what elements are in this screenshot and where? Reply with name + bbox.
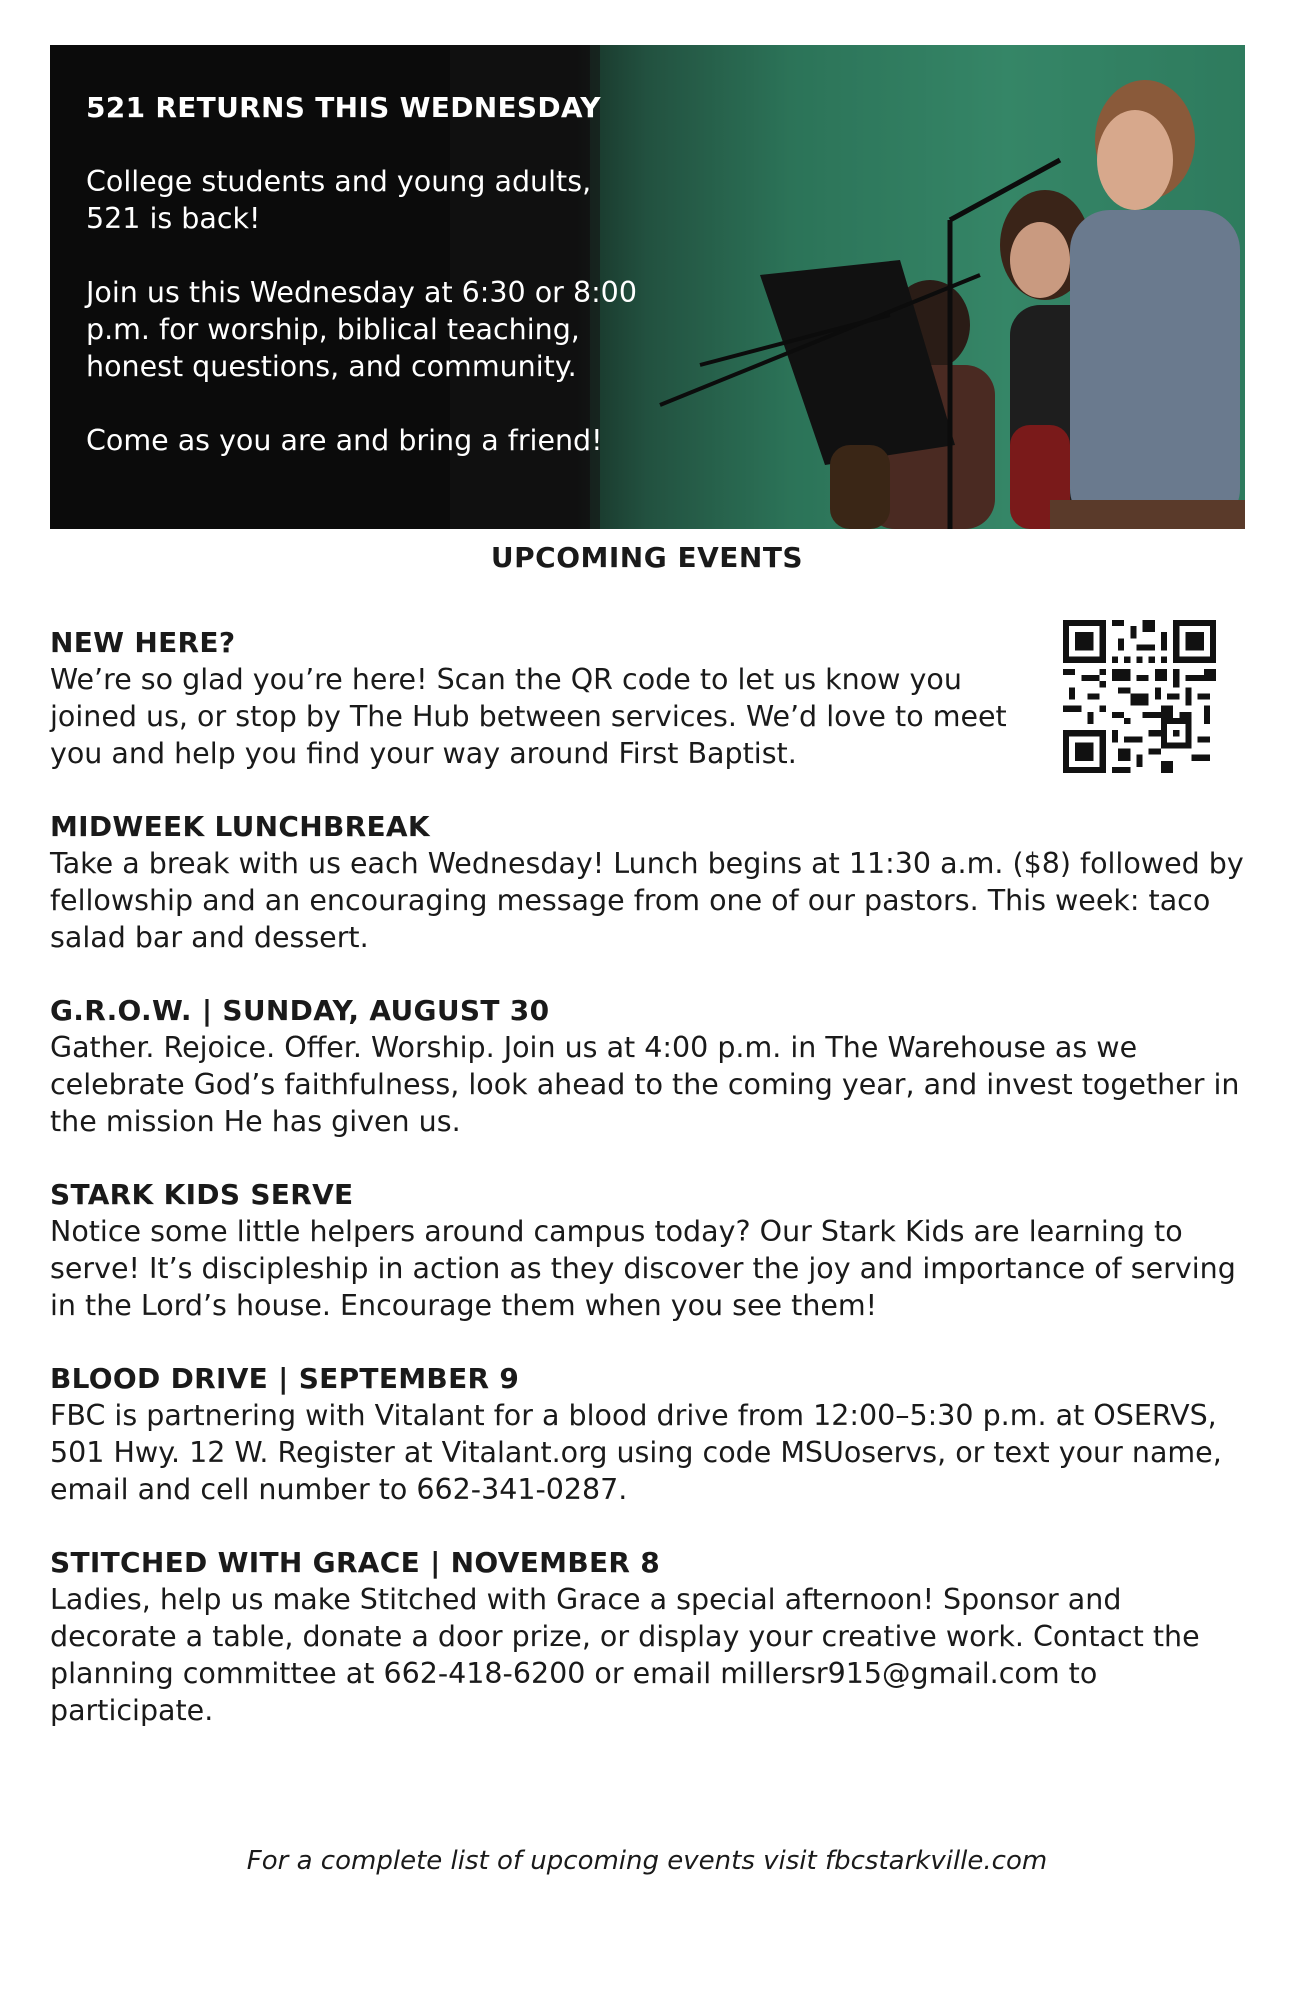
event-midweek-lunchbreak	[50, 808, 1250, 956]
event-description: FBC is partnering with Vitalant for a blood drive from 12:00–5:30 p.m. at OSERVS, 501 Hwy. 12 W. Register at Vitalant.org using code MSUoservs, or text your name, email and cell number to 662-341-0287.	[50, 1399, 1222, 1506]
banner-paragraph: College students and young adults, 521 is back!	[86, 165, 592, 235]
event-blood-drive	[50, 1360, 1250, 1508]
event-description: Gather. Rejoice. Offer. Worship. Join us at 4:00 p.m. in The Warehouse as we celebrate God’s faithfulness, look ahead to the coming year, and invest together in the mission He has given us.	[50, 1031, 1240, 1138]
events-list	[50, 624, 1250, 1765]
event-description: Ladies, help us make Stitched with Grace a special afternoon! Sponsor and decorate a table, donate a door prize, or display your creative work. Contact the planning committee at 662-418-6200 or email millersr915@gmail.com to participate.	[50, 1583, 1200, 1727]
banner-paragraph: Come as you are and bring a friend!	[86, 424, 603, 457]
event-stark-kids-serve	[50, 1176, 1250, 1324]
event-title: STARK KIDS SERVE	[50, 1178, 354, 1211]
event-description: Take a break with us each Wednesday! Lunch begins at 11:30 a.m. ($8) followed by fellowship and an encouraging message from one of our pastors. This week: taco salad bar and dessert.	[50, 847, 1244, 954]
event-title: STITCHED WITH GRACE | NOVEMBER 8	[50, 1546, 661, 1579]
event-title: BLOOD DRIVE | SEPTEMBER 9	[50, 1362, 520, 1395]
banner-text	[86, 89, 646, 459]
event-new-here	[50, 624, 1250, 772]
event-title: G.R.O.W. | SUNDAY, AUGUST 30	[50, 994, 550, 1027]
event-description: Notice some little helpers around campus today? Our Stark Kids are learning to serve! It’s discipleship in action as they discover the joy and importance of serving in the Lord’s house. Encourage them when you see them!	[50, 1215, 1236, 1322]
banner-headline: 521 RETURNS THIS WEDNESDAY	[86, 91, 601, 124]
hero-banner	[50, 45, 1245, 529]
banner-paragraph: Join us this Wednesday at 6:30 or 8:00 p.m. for worship, biblical teaching, honest questions, and community.	[86, 276, 637, 383]
event-grow	[50, 992, 1250, 1140]
event-title: MIDWEEK LUNCHBREAK	[50, 810, 430, 843]
event-title: NEW HERE?	[50, 626, 236, 659]
event-stitched-with-grace	[50, 1544, 1250, 1729]
section-title: UPCOMING EVENTS	[490, 541, 804, 574]
event-description: We’re so glad you’re here! Scan the QR code to let us know you joined us, or stop by The Hub between services. We’d love to meet you and help you find your way around First Baptist.	[50, 663, 1007, 770]
footer-note: For a complete list of upcoming events visit fbcstarkville.com	[246, 1846, 1048, 1876]
